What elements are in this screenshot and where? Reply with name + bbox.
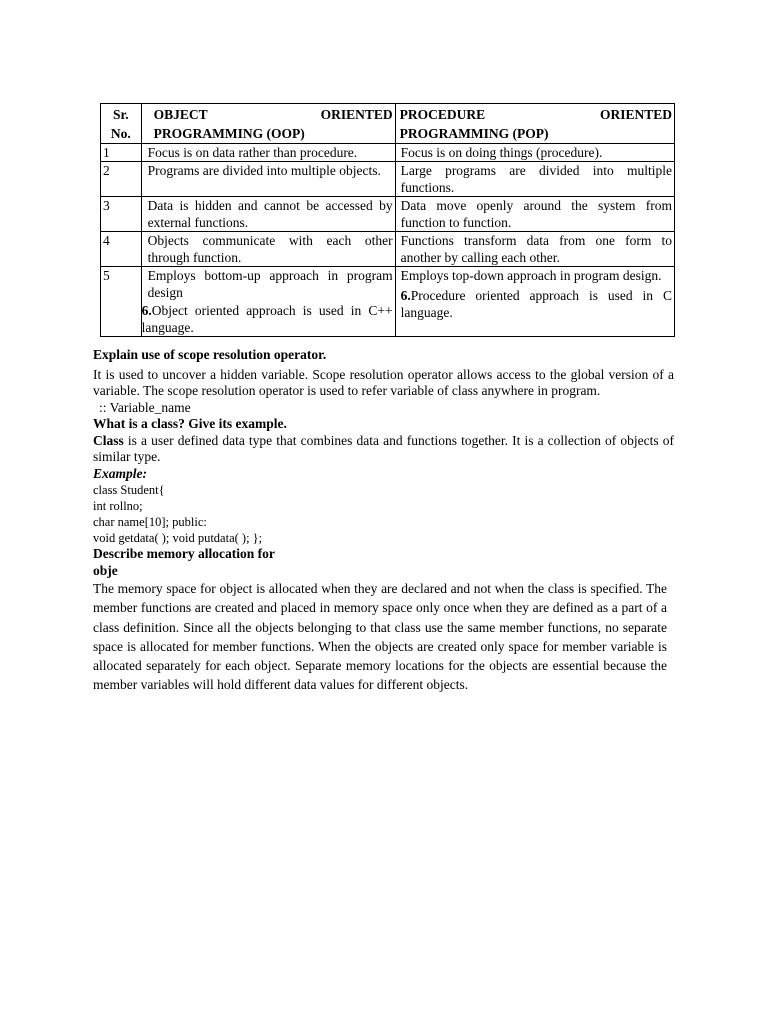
- header-pop: PROCEDURE ORIENTED PROGRAMMING (POP): [395, 104, 674, 144]
- row-sr-no: 3: [101, 197, 142, 232]
- oop-extra-point: 6.Object oriented approach is used in C++ language.: [141, 303, 393, 335]
- table-row: [101, 267, 675, 337]
- row-sr-no: 1: [101, 144, 142, 162]
- class-heading: What is a class? Give its example.: [93, 416, 287, 431]
- class-paragraph: Class is a user defined data type that combines data and functions together. It is a collection of objects of similar type.: [93, 432, 674, 464]
- row-sr-no: 2: [101, 162, 142, 197]
- memory-heading: Describe memory allocation for: [93, 546, 275, 561]
- pop-cell: Focus is on doing things (procedure).: [395, 144, 674, 162]
- scope-syntax: :: Variable_name: [99, 399, 191, 415]
- pop-cell: Large programs are divided into multiple functions.: [395, 162, 674, 197]
- table-row: [101, 197, 675, 232]
- code-line: int rollno;: [93, 499, 143, 513]
- table-header-row: [101, 104, 675, 144]
- memory-paragraph: The memory space for object is allocated when they are declared and not when the class is specified. The member functions are created and placed in memory space only once when they are defined as a part of a class definition. Since all the objects belonging to that class use the same member functions, no separate space is allocated for member functions. When the objects are created only space for member variable is allocated separately for each object. Separate memory locations for the objects are essential because the member variables will hold different data values for different objects.: [93, 581, 667, 693]
- scope-paragraph: It is used to uncover a hidden variable. Scope resolution operator allows access to the global version of a variable. The scope resolution operator is used to refer variable of class anywhere in program.: [93, 366, 674, 398]
- pop-cell: [395, 267, 674, 337]
- oop-cell: Objects communicate with each other through function.: [141, 232, 395, 267]
- memory-heading-continued: obje: [93, 562, 118, 578]
- oop-cell-text: Employs bottom-up approach in program design: [147, 268, 393, 300]
- row-sr-no: 5: [101, 267, 142, 337]
- document-body: [93, 347, 674, 695]
- pop-cell: Data move openly around the system from function to function.: [395, 197, 674, 232]
- scope-heading: Explain use of scope resolution operator.: [93, 347, 327, 362]
- code-line: char name[10]; public:: [93, 515, 207, 529]
- table-row: [101, 144, 675, 162]
- oop-cell: [141, 267, 395, 337]
- header-sr-no: Sr. No.: [101, 104, 142, 144]
- code-line: void getdata( ); void putdata( ); };: [93, 531, 263, 545]
- header-oop: OBJECT ORIENTED PROGRAMMING (OOP): [141, 104, 395, 144]
- oop-cell: Data is hidden and cannot be accessed by external functions.: [141, 197, 395, 232]
- pop-cell: Functions transform data from one form to another by calling each other.: [395, 232, 674, 267]
- code-line: class Student{: [93, 483, 165, 497]
- class-term: Class: [93, 432, 124, 448]
- pop-cell-text: Employs top-down approach in program design.: [400, 268, 662, 283]
- oop-cell: Programs are divided into multiple objects.: [141, 162, 395, 197]
- oop-vs-pop-table: [100, 103, 675, 337]
- oop-cell: Focus is on data rather than procedure.: [141, 144, 395, 162]
- row-sr-no: 4: [101, 232, 142, 267]
- table-row: [101, 162, 675, 197]
- pop-extra-point: 6.Procedure oriented approach is used in C language.: [400, 288, 672, 320]
- table-row: [101, 232, 675, 267]
- example-label: Example:: [93, 465, 147, 481]
